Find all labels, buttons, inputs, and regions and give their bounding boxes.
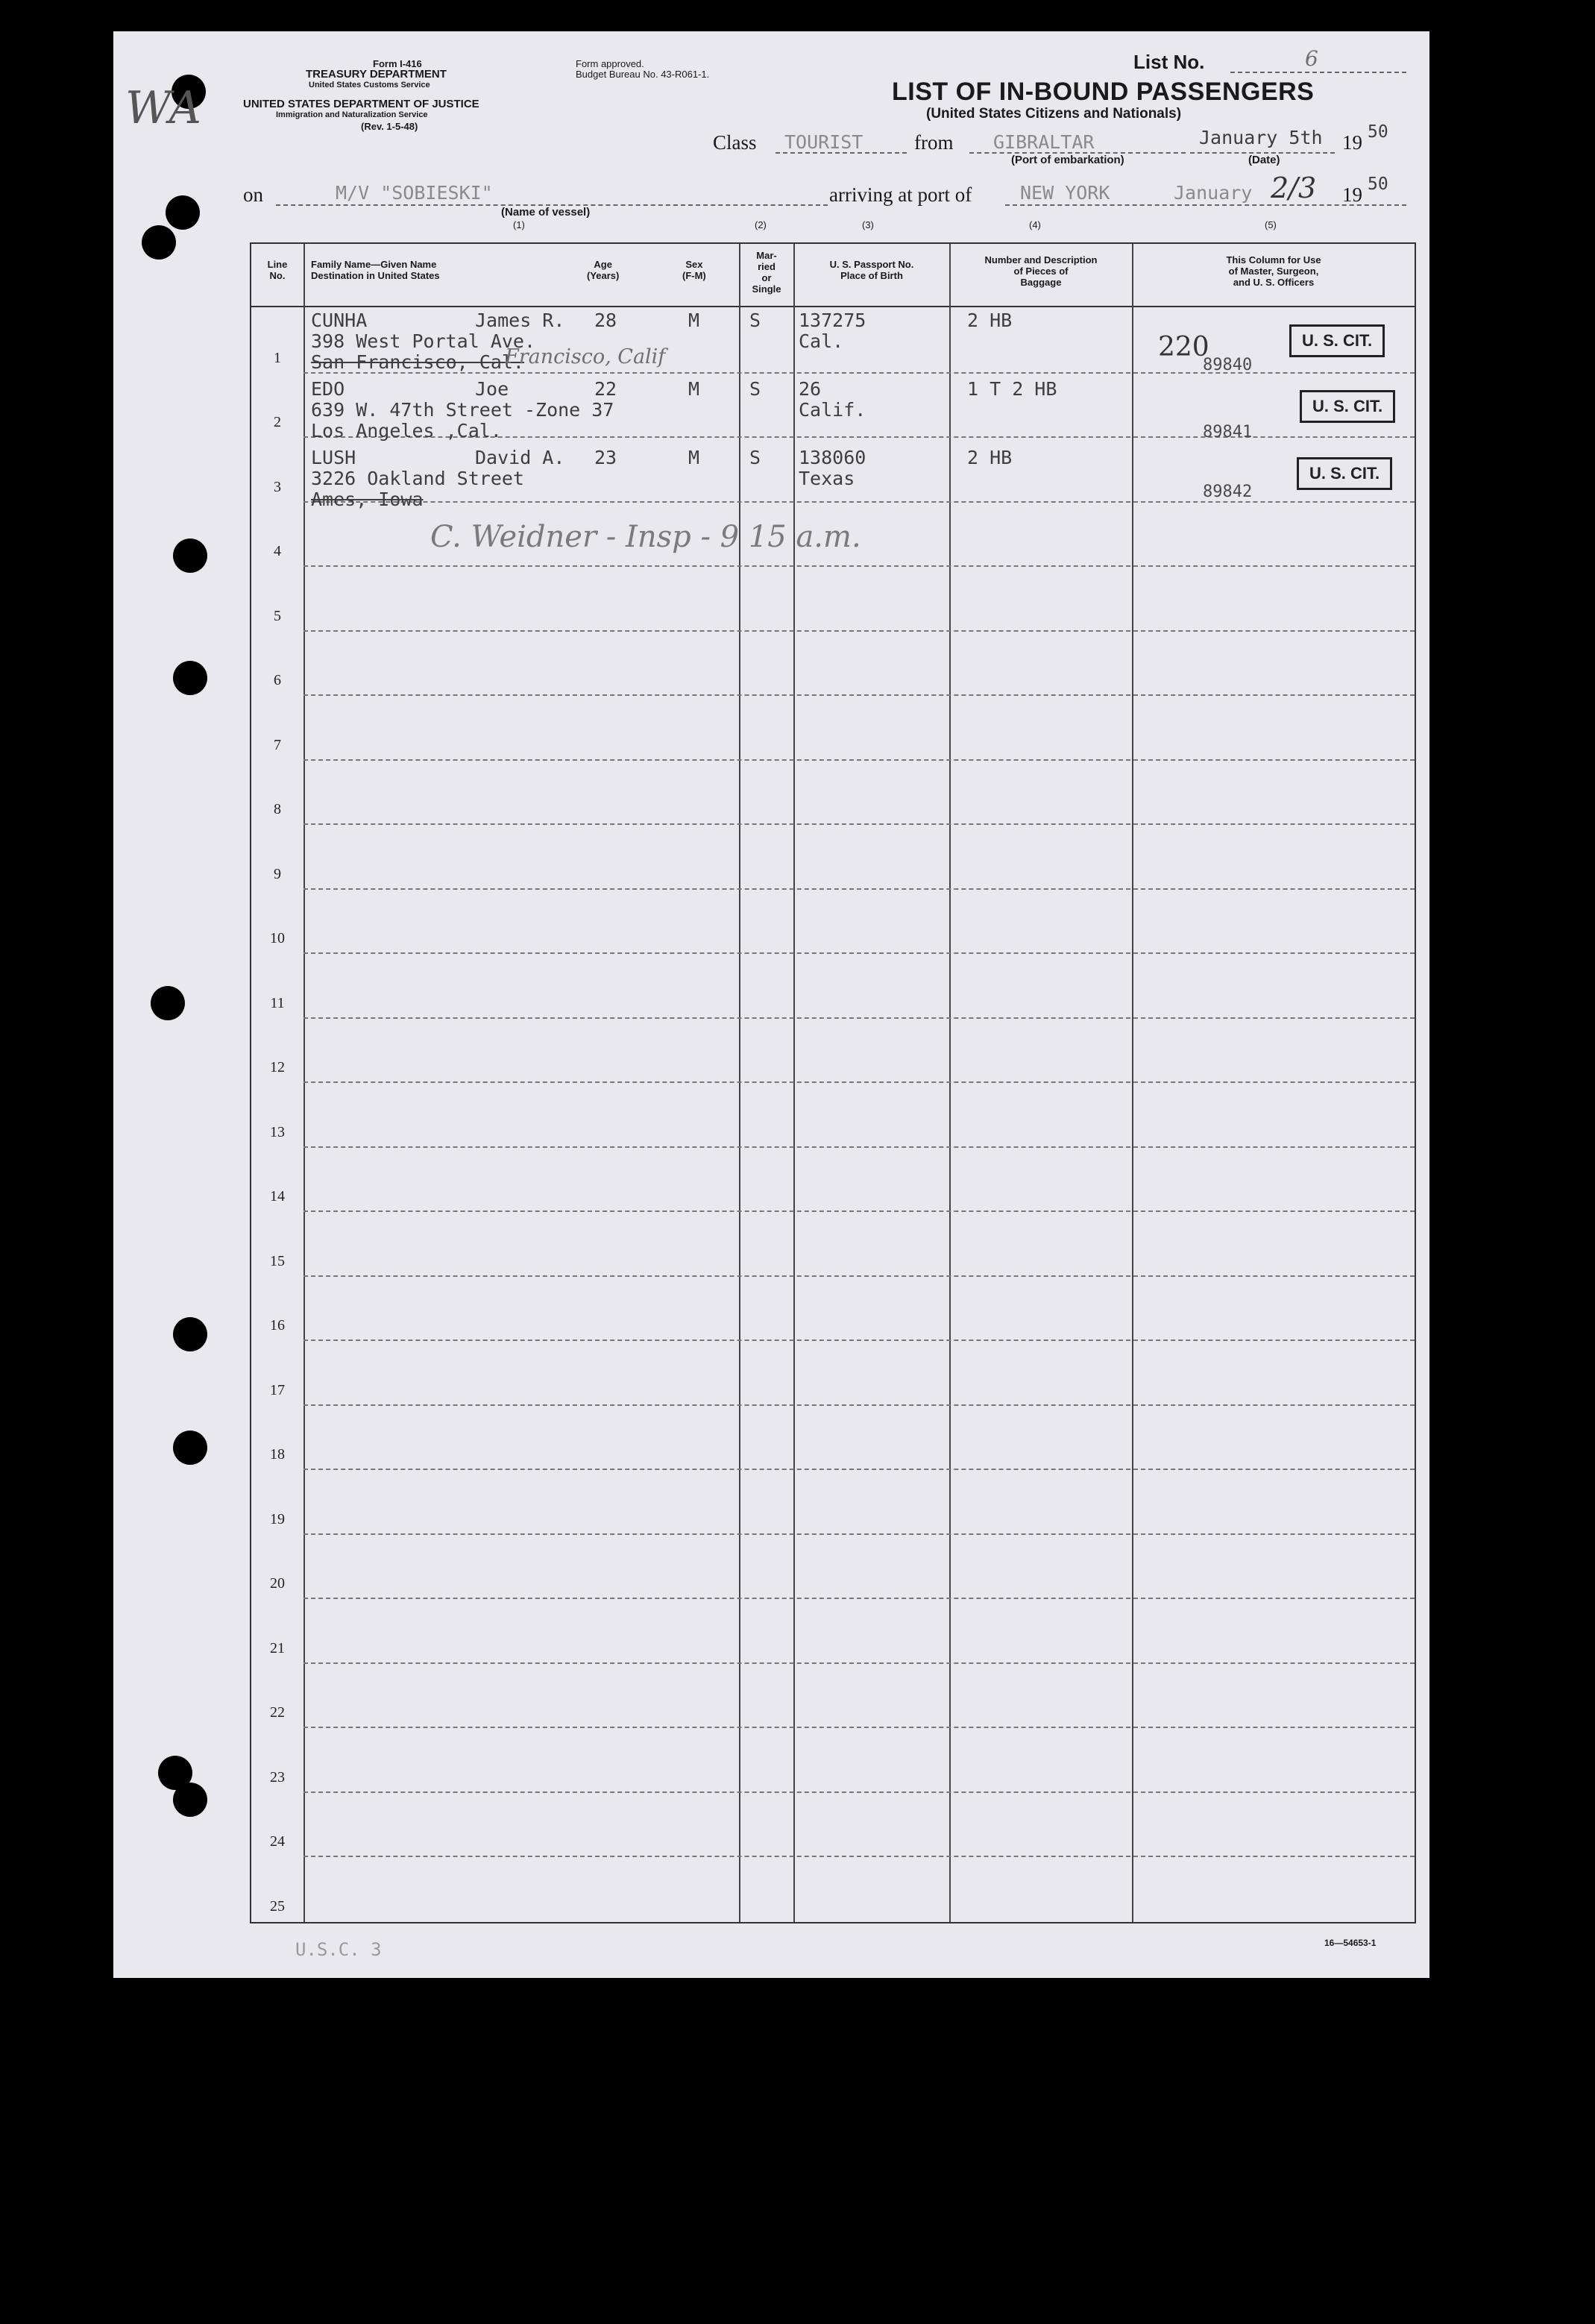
punch-hole	[151, 986, 185, 1020]
header-officers: This Column for Use of Master, Surgeon, and U. S. Officers	[1226, 254, 1321, 288]
arrival-year-prefix: 19	[1342, 183, 1362, 206]
row-separator	[303, 565, 1415, 567]
date-caption: (Date)	[1248, 154, 1280, 166]
passenger-baggage: 2 HB	[967, 310, 1013, 331]
line-number: 14	[270, 1188, 285, 1205]
line-number: 12	[270, 1059, 285, 1075]
passenger-family: EDO	[311, 378, 345, 400]
header-line-no: Line No.	[267, 259, 288, 281]
passenger-sex: M	[688, 378, 700, 400]
line-number: 1	[274, 349, 281, 366]
punch-hole	[166, 195, 200, 230]
handwritten-correction: Francisco, Calif	[505, 345, 666, 368]
passenger-sex: M	[688, 310, 700, 331]
passenger-baggage: 2 HB	[967, 447, 1013, 468]
row-separator	[303, 1081, 1415, 1083]
col-number: (4)	[1029, 219, 1041, 230]
punch-hole	[173, 661, 207, 695]
row-separator	[303, 888, 1415, 890]
customs-service: United States Customs Service	[309, 81, 430, 89]
form-number: Form I-416	[373, 58, 422, 69]
from-label: from	[914, 131, 954, 154]
passenger-age: 28	[594, 310, 617, 331]
header-married: Mar- ried or Single	[752, 250, 781, 295]
line-number: 16	[270, 1317, 285, 1334]
row-separator	[303, 1275, 1415, 1277]
header-name: Family Name—Given Name Destination in United States	[311, 259, 440, 281]
passenger-baggage: 1 T 2 HB	[967, 378, 1057, 400]
list-no-value: 6	[1305, 46, 1318, 71]
row-separator	[303, 1598, 1415, 1599]
port-caption: (Port of embarkation)	[1011, 154, 1124, 166]
citizen-stamp: U. S. CIT.	[1297, 457, 1392, 490]
line-number: 2	[274, 414, 281, 430]
col-number: (2)	[755, 219, 767, 230]
row-separator	[303, 630, 1415, 632]
punch-hole	[173, 1317, 207, 1351]
line-number: 4	[274, 543, 281, 559]
line-number: 10	[270, 930, 285, 946]
passenger-birthplace: Texas	[799, 468, 855, 489]
class-label: Class	[713, 131, 757, 154]
passenger-passport: 26	[799, 378, 822, 400]
row-separator	[303, 1404, 1415, 1406]
line-number: 20	[270, 1575, 285, 1592]
row-separator	[303, 1210, 1415, 1212]
line-number: 7	[274, 736, 281, 753]
passenger-passport: 138060	[799, 447, 866, 468]
passenger-age: 23	[594, 447, 617, 468]
revision: (Rev. 1-5-48)	[361, 121, 418, 132]
vessel-caption: (Name of vessel)	[501, 206, 591, 219]
col-number: (1)	[513, 219, 525, 230]
line-number: 15	[270, 1252, 285, 1269]
line-number: 9	[274, 865, 281, 882]
ins-service: Immigration and Naturalization Service	[276, 110, 428, 119]
line-number: 24	[270, 1833, 285, 1850]
row-separator	[303, 1017, 1415, 1019]
row-separator	[303, 759, 1415, 761]
header-passport: U. S. Passport No. Place of Birth	[829, 259, 914, 281]
from-value: GIBRALTAR	[993, 131, 1095, 153]
passenger-married: S	[749, 447, 761, 468]
punch-hole	[173, 1783, 207, 1817]
line-number: 13	[270, 1123, 285, 1140]
row-separator	[303, 1856, 1415, 1857]
vessel-name: M/V "SOBIESKI"	[336, 182, 493, 204]
header-baggage: Number and Description of Pieces of Baggage	[984, 254, 1098, 288]
punch-hole	[173, 1430, 207, 1465]
on-label: on	[243, 183, 263, 206]
punch-hole	[142, 225, 176, 260]
row-separator	[303, 1727, 1415, 1728]
passenger-address: 639 W. 47th Street -Zone 37	[311, 399, 614, 421]
line-number: 5	[274, 607, 281, 624]
page-title: LIST OF IN-BOUND PASSENGERS	[892, 78, 1315, 106]
year-suffix: 50	[1368, 122, 1388, 142]
passenger-given: Joe	[475, 378, 509, 400]
officer-code: 89842	[1203, 483, 1253, 501]
row-separator	[303, 1533, 1415, 1535]
passenger-birthplace: Cal.	[799, 330, 844, 352]
row-separator	[303, 694, 1415, 696]
dept-justice: UNITED STATES DEPARTMENT OF JUSTICE	[243, 98, 479, 110]
citizen-stamp: U. S. CIT.	[1289, 324, 1385, 357]
passenger-given: David A.	[475, 447, 565, 468]
margin-note: WA	[125, 82, 202, 134]
passenger-married: S	[749, 310, 761, 331]
line-number: 23	[270, 1768, 285, 1786]
officer-code: 89841	[1203, 423, 1253, 442]
header-age: Age (Years)	[587, 259, 620, 281]
passenger-sex: M	[688, 447, 700, 468]
arriving-label: arriving at port of	[829, 183, 972, 206]
page-subtitle: (United States Citizens and Nationals)	[926, 106, 1182, 122]
line-number: 3	[274, 478, 281, 495]
line-number: 19	[270, 1510, 285, 1527]
col-number: (5)	[1265, 219, 1277, 230]
line-number: 25	[270, 1897, 285, 1915]
departure-date: January 5th	[1199, 127, 1323, 148]
list-no-label: List No.	[1133, 51, 1205, 73]
line-number: 22	[270, 1704, 285, 1721]
passenger-married: S	[749, 378, 761, 400]
line-number: 18	[270, 1446, 285, 1463]
line-number: 21	[270, 1639, 285, 1656]
passenger-age: 22	[594, 378, 617, 400]
passenger-city: San Francisco, Cal.	[311, 351, 524, 373]
row-separator	[303, 1146, 1415, 1148]
punch-hole	[173, 2237, 207, 2272]
year-prefix: 19	[1342, 131, 1362, 154]
footer-left-code: U.S.C. 3	[295, 1939, 382, 1960]
officer-number: 220	[1158, 332, 1209, 362]
punch-hole	[173, 538, 207, 573]
passenger-address: 3226 Oakland Street	[311, 468, 524, 489]
officer-code: 89840	[1203, 356, 1253, 374]
form-approved: Form approved.	[576, 58, 644, 69]
treasury-dept: TREASURY DEPARTMENT	[306, 68, 447, 81]
header-sex: Sex (F-M)	[682, 259, 706, 281]
row-separator	[303, 1791, 1415, 1793]
arrival-port: NEW YORK	[1020, 182, 1110, 204]
citizen-stamp: U. S. CIT.	[1300, 390, 1395, 423]
passenger-family: LUSH	[311, 447, 356, 468]
footer-form-code: 16—54653-1	[1324, 1938, 1377, 1948]
line-number: 17	[270, 1381, 285, 1398]
line-number: 6	[274, 672, 281, 688]
col-number: (3)	[862, 219, 874, 230]
row-separator	[303, 952, 1415, 954]
row-separator	[303, 1662, 1415, 1664]
budget-bureau: Budget Bureau No. 43-R061-1.	[576, 69, 710, 80]
punch-hole	[173, 2290, 207, 2324]
passenger-birthplace: Calif.	[799, 399, 866, 421]
inspector-signature: C. Weidner - Insp - 9 15 a.m.	[430, 520, 861, 554]
row-separator	[303, 1469, 1415, 1470]
passenger-family: CUNHA	[311, 310, 368, 331]
line-number: 8	[274, 801, 281, 817]
class-value: TOURIST	[784, 131, 863, 153]
arrival-month: January	[1174, 182, 1253, 204]
passenger-address: 398 West Portal Ave.	[311, 330, 536, 352]
passenger-passport: 137275	[799, 310, 866, 331]
passenger-city: Los Angeles ,Cal.	[311, 420, 502, 442]
passenger-city: Ames, Iowa	[311, 489, 424, 510]
line-number: 11	[270, 994, 285, 1011]
arrival-year-suffix: 50	[1368, 175, 1388, 194]
passenger-table	[250, 242, 1416, 1923]
arrival-day: 2/3	[1271, 172, 1317, 204]
passenger-given: James R.	[475, 310, 565, 331]
row-separator	[303, 823, 1415, 825]
row-separator	[303, 1340, 1415, 1341]
